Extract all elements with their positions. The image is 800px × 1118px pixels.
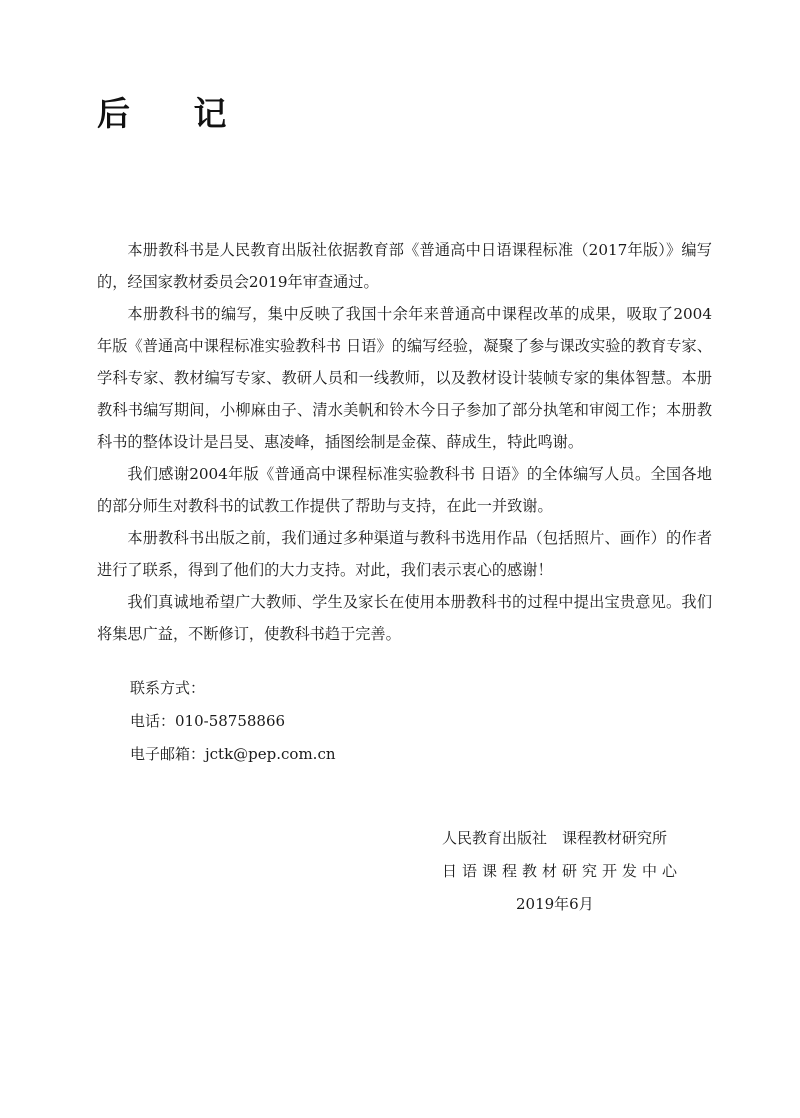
paragraph: 我们感谢2004年版《普通高中课程标准实验教科书 日语》的全体编写人员。全国各地的部分师生对教科书的试教工作提供了帮助与支持，在此一并致谢。 bbox=[97, 465, 712, 515]
signature-org-line1: 人民教育出版社 课程教材研究所 bbox=[442, 829, 668, 847]
postscript-body bbox=[97, 234, 712, 650]
paragraph: 我们真诚地希望广大教师、学生及家长在使用本册教科书的过程中提出宝贵意见。我们将集思广益，不断修订，使教科书趋于完善。 bbox=[97, 593, 712, 643]
paragraph: 本册教科书的编写，集中反映了我国十余年来普通高中课程改革的成果，吸取了2004年版《普通高中课程标准实验教科书 日语》的编写经验，凝聚了参与课改实验的教育专家、学科专家、教材编写专家、教研人员和一线教师，以及教材设计装帧专家的集体智慧。本册教科书编写期间，小柳麻由子、清水美帆和铃木今日子参加了部分执笔和审阅工作；本册教科书的整体设计是吕旻、惠凌峰，插图绘制是金葆、薛成生，特此鸣谢。 bbox=[97, 305, 712, 451]
contact-info bbox=[130, 672, 336, 771]
signature-org-line2: 日语课程教材研究开发中心 bbox=[442, 862, 683, 880]
contact-heading: 联系方式： bbox=[130, 679, 206, 697]
paragraph: 本册教科书是人民教育出版社依据教育部《普通高中日语课程标准（2017年版）》编写的，经国家教材委员会2019年审查通过。 bbox=[97, 241, 712, 291]
page-title: 后 记 bbox=[97, 94, 253, 133]
paragraph: 本册教科书出版之前，我们通过多种渠道与教科书选用作品（包括照片、画作）的作者进行了联系，得到了他们的大力支持。对此，我们表示衷心的感谢！ bbox=[97, 529, 712, 579]
contact-phone: 电话：010-58758866 bbox=[130, 712, 286, 730]
signature-date: 2019年6月 bbox=[516, 895, 594, 913]
signature-block bbox=[430, 822, 700, 921]
contact-email: 电子邮箱：jctk@pep.com.cn bbox=[130, 745, 336, 763]
